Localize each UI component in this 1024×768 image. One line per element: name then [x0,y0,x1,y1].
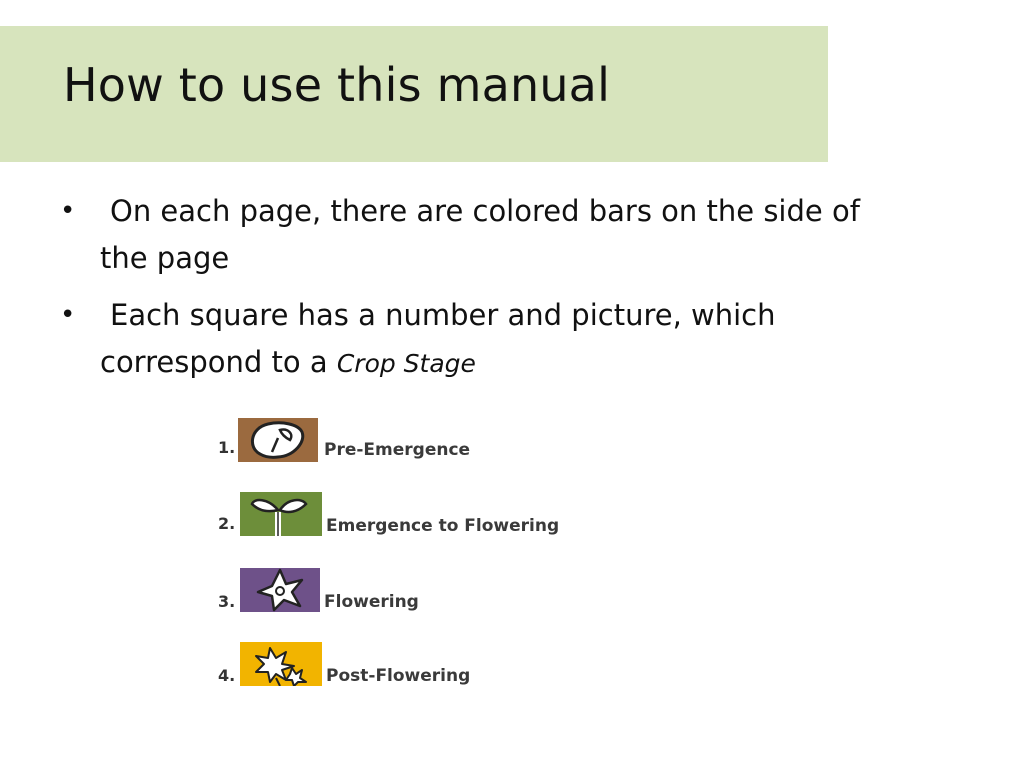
bullet-dot-icon: • [60,300,76,330]
legend-number: 3. [218,592,236,611]
legend-swatch [240,492,322,536]
legend-swatch [240,642,322,686]
bullet-item [60,292,990,387]
bullet-dot-icon: • [60,196,76,226]
post-flower-icon [240,642,322,686]
legend-label: Emergence to Flowering [326,516,560,536]
legend-row-post-flowering [218,636,618,686]
crop-stage-legend [218,412,618,702]
crop-stage-term: Crop Stage [336,349,476,378]
bullet-item [60,188,990,282]
legend-row-pre-emergence [218,412,618,458]
legend-number: 1. [218,438,236,457]
legend-number: 4. [218,666,236,685]
legend-row-emergence-to-flowering [218,486,618,536]
bullet-list [60,188,990,397]
bullet-text-line: On each page, there are colored bars on the side of [110,194,860,228]
bullet-text-line: the page [100,241,230,275]
legend-swatch [238,418,318,462]
legend-label: Post-Flowering [326,666,471,686]
legend-number: 2. [218,514,236,533]
legend-label: Flowering [324,592,419,612]
bullet-text-line: Each square has a number and picture, which [110,298,776,332]
seed-icon [238,418,318,462]
bullet-text-line: correspond to a [100,345,337,379]
flower-icon [240,568,320,612]
sprout-icon [240,492,322,536]
legend-row-flowering [218,562,618,612]
legend-swatch [240,568,320,612]
slide-title: How to use this manual [63,58,611,112]
legend-label: Pre-Emergence [324,440,471,460]
